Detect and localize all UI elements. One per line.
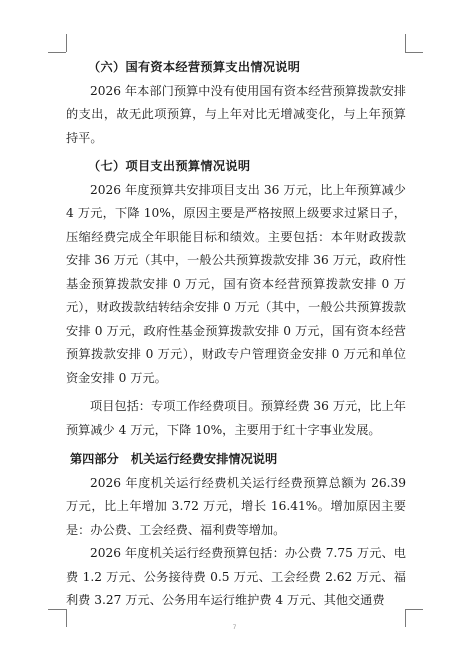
part-4-paragraph-1: 2026 年度机关运行经费机关运行经费预算总额为 26.39 万元，比上年增加 3.72 万元，增长 16.41%。增加原因主要是：办公费、工会经费、福利费等增加。 [66, 475, 406, 537]
part-4-paragraph-2: 2026 年度机关运行经费预算包括：办公费 7.75 万元、电费 1.2 万元、公务接待费 0.5 万元、工会经费 2.62 万元、福利费 3.27 万元、公务用车运行维护费 4 万元、其他交通费 [66, 546, 406, 607]
crop-mark-bottom-left-h [48, 609, 66, 610]
section-7-paragraph: 2026 年度预算共安排项目支出 36 万元，比上年预算减少 4 万元，下降 10%，原因主要是严格按照上级要求过紧日子，压缩经费完成全年职能目标和绩效。主要包括：本年财政拨款安排 36 万元（其中，一般公共预算拨款安排 36 万元，政府性基金预算拨款安排 0 万元，国有资本经营预算拨款安排 0 万元），财政拨款结转结余安排 0 万元（其中，一般公共预算拨款安排 0 万元，政府性基金预算拨款安排 0 万元，国有资本经营预算拨款安排 0 万元），财政专户管理资金安排 0 万元和单位资金安排 0 万元。 [66, 182, 406, 385]
crop-mark-bottom-right-h [405, 609, 423, 610]
crop-mark-top-left-h [48, 52, 66, 53]
part-4-heading: 第四部分 机关运行经费安排情况说明 [70, 452, 278, 466]
crop-mark-top-right-v [405, 34, 406, 52]
section-6-paragraph: 2026 年本部门预算中没有使用国有资本经营预算拨款安排的支出，故无此项预算，与上年对比无增减变化，与上年预算持平。 [66, 83, 406, 145]
crop-mark-top-right-h [405, 52, 423, 53]
section-7-items-paragraph: 项目包括：专项工作经费项目。预算经费 36 万元，比上年预算减少 4 万元，下降 10%，主要用于红十字事业发展。 [66, 399, 406, 437]
page-number: 7 [232, 624, 237, 631]
section-7-heading: （七）项目支出预算情况说明 [88, 159, 251, 173]
crop-mark-top-left-v [66, 34, 67, 52]
document-body [66, 56, 406, 613]
section-6-heading: （六）国有资本经营预算支出情况说明 [88, 60, 301, 74]
